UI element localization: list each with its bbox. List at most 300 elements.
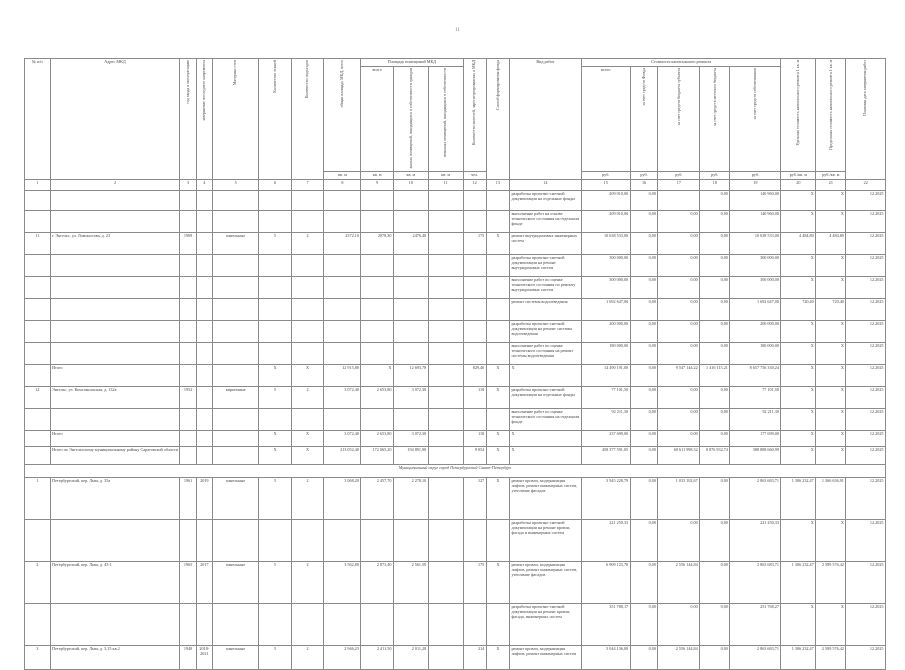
cell-f3: 0,00 (700, 387, 730, 409)
cell-yo: 2019 (196, 478, 212, 520)
cell-year: 1948 (180, 646, 196, 670)
cell-en (291, 321, 323, 343)
cell-work: выполнение работ на основе технического состояния на отдельном фонде (509, 211, 581, 233)
cell-f3: 0,00 (700, 299, 730, 321)
table-row (25, 277, 886, 299)
cell-en (291, 409, 323, 431)
cell-mat: панельные (212, 233, 258, 255)
table-row (25, 409, 886, 431)
cell-l: Х (816, 520, 846, 562)
cell-addr (50, 520, 180, 562)
cell-res: 2476,40 (393, 233, 428, 255)
cell-fl (259, 604, 291, 646)
col-header: Удельная стоимость капитального ремонта 1 кв. м (781, 59, 816, 172)
cell-work: разработка проектно-сметной документации на ремонт внутридомовых систем (509, 255, 581, 277)
cell-chel (463, 604, 486, 646)
cell-total: 6 909 123,78 (581, 562, 630, 604)
cell-own: 300 000,00 (730, 277, 781, 299)
cell-yo (196, 447, 212, 465)
cell-no (25, 431, 51, 447)
column-number: 16 (630, 180, 658, 191)
table-row (25, 604, 886, 646)
cell-liv: 2 457,70 (361, 478, 393, 520)
cell-no: 3 (25, 646, 51, 670)
cell-total: 180 000,00 (581, 343, 630, 365)
cell-f3: 0,00 (700, 211, 730, 233)
col-header: Предельная стоимость капитального ремонта 1 кв. м (816, 59, 846, 172)
cell-addr (50, 191, 180, 211)
cell-nl (428, 387, 463, 409)
cell-f1: 0,00 (630, 478, 658, 520)
cell-own: 140 960,00 (730, 191, 781, 211)
cell-addr (50, 321, 180, 343)
cell-en (291, 255, 323, 277)
cell-own: 140 960,00 (730, 211, 781, 233)
cell-mat (212, 277, 258, 299)
cell-year: 1952 (180, 387, 196, 409)
cell-no (25, 277, 51, 299)
col-header: за счет средств собственников (730, 66, 781, 171)
cell-fmeth: Х (486, 431, 509, 447)
cell-work: ремонт системы водоотведения (509, 299, 581, 321)
cell-fmeth (486, 604, 509, 646)
table-row (25, 321, 886, 343)
cell-date: 12.2025 (846, 211, 886, 233)
column-number: 20 (781, 180, 816, 191)
cell-f3: 0,00 (700, 343, 730, 365)
cell-year (180, 520, 196, 562)
cell-fmeth: Х (486, 478, 509, 520)
cell-liv: 2 653,80 (361, 387, 393, 409)
cell-nl (428, 365, 463, 387)
cell-nl (428, 447, 463, 465)
table-row (25, 343, 886, 365)
column-number: 13 (486, 180, 509, 191)
cell-no (25, 321, 51, 343)
cell-date: 12.2025 (846, 191, 886, 211)
cell-f3: 0,00 (700, 478, 730, 520)
cell-date: 12.2025 (846, 431, 886, 447)
cell-total: 3 945 228,79 (581, 478, 630, 520)
cell-yo (196, 431, 212, 447)
column-number: 12 (463, 180, 486, 191)
cell-u: Х (781, 520, 816, 562)
cell-fmeth (486, 191, 509, 211)
unit-label: руб. (581, 172, 630, 180)
cell-work: разработка проектно-сметной документации на ремонт кровли, фасада и инженерных систем (509, 520, 581, 562)
cell-area (324, 255, 361, 277)
cell-en: 2 (291, 233, 323, 255)
cell-liv: 172 065,20 (361, 447, 393, 465)
cell-f2: 0,00 (658, 604, 700, 646)
cell-f3: 0,00 (700, 255, 730, 277)
cell-own: 2 863 683,71 (730, 646, 781, 670)
table-row (25, 447, 886, 465)
cell-chel (463, 211, 486, 233)
cell-total: 77 101,50 (581, 387, 630, 409)
cell-res: 194 891,90 (393, 447, 428, 465)
cell-nl (428, 255, 463, 277)
cell-yo: 2017 (196, 562, 212, 604)
cell-total: 10 638 533,00 (581, 233, 630, 255)
cell-en (291, 191, 323, 211)
col-header-group: Площадь помещений МКД (361, 59, 463, 67)
cell-f2: 0,00 (658, 211, 700, 233)
cell-nl (428, 478, 463, 520)
cell-no (25, 604, 51, 646)
cell-area: 3 072,40 (324, 387, 361, 409)
cell-nl (428, 277, 463, 299)
table-header (25, 59, 886, 191)
cell-date: 12.2025 (846, 604, 886, 646)
cell-total: 200 000,00 (581, 321, 630, 343)
cell-mat (212, 447, 258, 465)
cell-work: выполнение работ по оценке технического состояния на ремонт системы водоотведения (509, 343, 581, 365)
cell-mat (212, 255, 258, 277)
cell-total: 221 250,33 (581, 520, 630, 562)
cell-addr (50, 255, 180, 277)
cell-chel (463, 520, 486, 562)
cell-addr (50, 299, 180, 321)
cell-res: 3 072,30 (393, 431, 428, 447)
cell-yo (196, 604, 212, 646)
cell-chel (463, 191, 486, 211)
cell-yo (196, 255, 212, 277)
unit-label: руб. (658, 172, 700, 180)
cell-addr: Петербургский, пер. Льва, д. 3,15 кв.2 (50, 646, 180, 670)
cell-nl (428, 604, 463, 646)
cell-en (291, 343, 323, 365)
cell-res: 3 072,30 (393, 387, 428, 409)
unit-label: руб. (630, 172, 658, 180)
cell-date: 12.2025 (846, 646, 886, 670)
cell-total: 351 788,17 (581, 604, 630, 646)
cell-f2: 0,00 (658, 299, 700, 321)
cell-area: 3 562,80 (324, 562, 361, 604)
cell-total: 92 211,30 (581, 409, 630, 431)
col-header: общая площадь МКД, всего (324, 59, 361, 172)
cell-chel (463, 343, 486, 365)
cell-date: 12.2025 (846, 478, 886, 520)
cell-f2: 2 556 144,84 (658, 646, 700, 670)
cell-f1: 0,00 (630, 277, 658, 299)
cell-u: 1 306 232,47 (781, 646, 816, 670)
cell-res: 2 561,50 (393, 562, 428, 604)
cell-chel: 175 (463, 233, 486, 255)
cell-f2 (658, 191, 700, 211)
cell-f2: 0,00 (658, 387, 700, 409)
cell-work: ремонт кровли, модернизация лифтов, ремонт инженерных систем (509, 646, 581, 670)
cell-fl (259, 255, 291, 277)
cell-res: 2 278,10 (393, 478, 428, 520)
cell-liv (361, 343, 393, 365)
table-row (25, 431, 886, 447)
cell-year (180, 299, 196, 321)
col-header: всего (361, 66, 393, 171)
cell-fl: 5 (259, 478, 291, 520)
cell-yo (196, 299, 212, 321)
cell-fl: 5 (259, 562, 291, 604)
cell-res (393, 191, 428, 211)
col-header: за счет средств бюджета субъекта (658, 66, 700, 171)
cell-chel: 214 (463, 646, 486, 670)
cell-fmeth (486, 321, 509, 343)
cell-en: Х (291, 365, 323, 387)
cell-total: 14 490 191,00 (581, 365, 630, 387)
cell-yo (196, 191, 212, 211)
cell-fl (259, 299, 291, 321)
cell-mat (212, 409, 258, 431)
cell-u: Х (781, 365, 816, 387)
cell-yo (196, 409, 212, 431)
cell-chel (463, 277, 486, 299)
cell-yo (196, 365, 212, 387)
cell-area (324, 211, 361, 233)
cell-addr: Итого по Энгельсскому муниципальному району Саратовской области (50, 447, 180, 465)
cell-liv: 2 873,40 (361, 562, 393, 604)
cell-total: 5 044 136,00 (581, 646, 630, 670)
cell-liv (361, 604, 393, 646)
cell-l: Х (816, 387, 846, 409)
cell-area: 3 068,20 (324, 478, 361, 520)
cell-res (393, 277, 428, 299)
column-number: 15 (581, 180, 630, 191)
cell-own: 8 657 756 330,24 (730, 365, 781, 387)
cell-f3: 0,00 (700, 646, 730, 670)
cell-f2: 9 547 144,22 (658, 365, 700, 387)
cell-f1: 0,00 (630, 431, 658, 447)
table-row (25, 387, 886, 409)
cell-mat (212, 191, 258, 211)
page-number: 11 (455, 28, 460, 33)
cell-date: 12.2025 (846, 520, 886, 562)
col-header: жилых помещений, находящихся в собственности граждан (393, 66, 428, 171)
cell-nl (428, 299, 463, 321)
cell-en (291, 277, 323, 299)
cell-liv (361, 299, 393, 321)
cell-en: Х (291, 447, 323, 465)
cell-no (25, 520, 51, 562)
cell-fl: Х (259, 431, 291, 447)
cell-u: Х (781, 604, 816, 646)
cell-liv (361, 255, 393, 277)
cell-en (291, 604, 323, 646)
cell-own: 200 000,00 (730, 321, 781, 343)
cell-f2: 0,00 (658, 520, 700, 562)
cell-res: 2 011,28 (393, 646, 428, 670)
cell-f1: 0,00 (630, 191, 658, 211)
cell-fl: 5 (259, 646, 291, 670)
cell-f1: 0,00 (630, 409, 658, 431)
cell-chel: 127 (463, 478, 486, 520)
cell-own: 388 888 660,99 (730, 447, 781, 465)
unit-label: руб./кв. м (816, 172, 846, 180)
cell-liv: 2 411,50 (361, 646, 393, 670)
cell-mat (212, 431, 258, 447)
cell-addr: Итого (50, 431, 180, 447)
cell-mat (212, 321, 258, 343)
cell-f1: 0,00 (630, 321, 658, 343)
cell-work: ремонт кровли, модернизация лифтов, ремонт инженерных систем, утепление фасадов (509, 478, 581, 520)
cell-total: 237 699,00 (581, 431, 630, 447)
cell-year (180, 321, 196, 343)
cell-work: Х (509, 365, 581, 387)
cell-u: Х (781, 431, 816, 447)
cell-liv (361, 277, 393, 299)
cell-f2: 0,00 (658, 277, 700, 299)
cell-nl (428, 321, 463, 343)
cell-year (180, 409, 196, 431)
unit-label: руб. (730, 172, 781, 180)
cell-en: 2 (291, 646, 323, 670)
cell-addr: Энгельс, ул. Комсомольская, д. 132а (50, 387, 180, 409)
cell-year (180, 277, 196, 299)
cell-en (291, 211, 323, 233)
cell-f2: 0,00 (658, 233, 700, 255)
cell-fl (259, 277, 291, 299)
cell-fmeth: Х (486, 365, 509, 387)
cell-area (324, 277, 361, 299)
cell-en: 2 (291, 562, 323, 604)
cell-en: 2 (291, 387, 323, 409)
column-number: 1 (25, 180, 51, 191)
cell-area: 2372,10 (324, 233, 361, 255)
cell-f3: 0,00 (700, 409, 730, 431)
cell-f2: 1 033 102,67 (658, 478, 700, 520)
cell-work: разработка проектно-сметной документации на отдельные фонды (509, 191, 581, 211)
cell-l: Х (816, 365, 846, 387)
col-header: Количество этажей (259, 59, 291, 180)
cell-fmeth: Х (486, 387, 509, 409)
cell-f2: 0,00 (658, 255, 700, 277)
cell-en (291, 520, 323, 562)
cell-total: 458 377 591,05 (581, 447, 630, 465)
column-number: 6 (259, 180, 291, 191)
cell-yo (196, 277, 212, 299)
cell-work: выполнение работ по оценке технического состояния на отдельном фонде (509, 409, 581, 431)
cell-year: 1965 (180, 562, 196, 604)
cell-u: Х (781, 321, 816, 343)
cell-no: 11 (25, 233, 51, 255)
cell-f3: 8 876 932,74 (700, 447, 730, 465)
unit-label: чел. (463, 172, 486, 180)
cell-nl (428, 191, 463, 211)
cell-liv: Х (361, 365, 393, 387)
cell-fl (259, 211, 291, 233)
cell-en: 2 (291, 478, 323, 520)
cell-f1: 0,00 (630, 646, 658, 670)
column-number: 19 (730, 180, 781, 191)
cell-u: 4 484,80 (781, 233, 816, 255)
column-number: 5 (212, 180, 258, 191)
unit-label: кв. м (324, 172, 361, 180)
cell-work: разработка проектно-сметной документации на отдельные фонды (509, 387, 581, 409)
cell-res (393, 520, 428, 562)
cell-mat (212, 211, 258, 233)
cell-no (25, 191, 51, 211)
cell-date: 12.2025 (846, 321, 886, 343)
cell-area: 3 072,40 (324, 431, 361, 447)
column-number: 17 (658, 180, 700, 191)
col-header: завершение последнего капремонта (196, 59, 212, 180)
cell-res (393, 299, 428, 321)
cell-res (393, 343, 428, 365)
col-header: год ввода в эксплуатацию (180, 59, 196, 180)
cell-nl (428, 409, 463, 431)
cell-fmeth (486, 299, 509, 321)
column-number: 3 (180, 180, 196, 191)
cell-date: 12.2025 (846, 409, 886, 431)
cell-liv: 2078,30 (361, 233, 393, 255)
cell-area (324, 520, 361, 562)
capital-repair-table (24, 58, 886, 670)
section-title: Муниципальный округ город Петербургский Санкт-Петербург (25, 465, 886, 478)
unit-label: руб./кв. м (781, 172, 816, 180)
cell-year: 1969 (180, 233, 196, 255)
column-number: 10 (393, 180, 428, 191)
cell-mat (212, 604, 258, 646)
cell-work: выполнение работ по оценке технического состояния по ремонту внутридомовых систем (509, 277, 581, 299)
cell-addr: Петербургский, пер. Льва, д. 43-1 (50, 562, 180, 604)
cell-mat: панельные (212, 478, 258, 520)
cell-area (324, 299, 361, 321)
cell-work: Х (509, 431, 581, 447)
cell-u: 720,40 (781, 299, 816, 321)
cell-fl (259, 321, 291, 343)
cell-addr (50, 409, 180, 431)
cell-f3: 0,00 (700, 520, 730, 562)
col-header-group: Стоимость капитального ремонта (581, 59, 781, 67)
cell-l: Х (816, 191, 846, 211)
cell-fmeth: Х (486, 562, 509, 604)
cell-own: 1 692 647,00 (730, 299, 781, 321)
column-number: 4 (196, 180, 212, 191)
cell-f3: 0,00 (700, 277, 730, 299)
cell-work: Х (509, 447, 581, 465)
cell-addr (50, 604, 180, 646)
cell-mat (212, 365, 258, 387)
cell-chel: 118 (463, 387, 486, 409)
cell-own: 2 863 683,71 (730, 478, 781, 520)
cell-f3: 0,00 (700, 233, 730, 255)
cell-f1: 0,00 (630, 447, 658, 465)
cell-u: Х (781, 211, 816, 233)
cell-nl (428, 211, 463, 233)
cell-own: 180 000,00 (730, 343, 781, 365)
cell-date: 12.2025 (846, 277, 886, 299)
cell-liv (361, 520, 393, 562)
cell-liv (361, 191, 393, 211)
cell-no: 2 (25, 562, 51, 604)
table-row (25, 299, 886, 321)
cell-fl: Х (259, 365, 291, 387)
cell-fl (259, 191, 291, 211)
cell-fmeth (486, 255, 509, 277)
table-row (25, 520, 886, 562)
cell-u: Х (781, 277, 816, 299)
cell-total: 300 000,00 (581, 255, 630, 277)
col-header: Способ формирования фонда (486, 59, 509, 180)
cell-mat: панельные (212, 562, 258, 604)
cell-no (25, 255, 51, 277)
cell-res (393, 255, 428, 277)
cell-nl (428, 520, 463, 562)
cell-f1: 0,00 (630, 604, 658, 646)
cell-liv (361, 211, 393, 233)
table-row (25, 233, 886, 255)
cell-fmeth (486, 343, 509, 365)
cell-own: 221 250,33 (730, 520, 781, 562)
